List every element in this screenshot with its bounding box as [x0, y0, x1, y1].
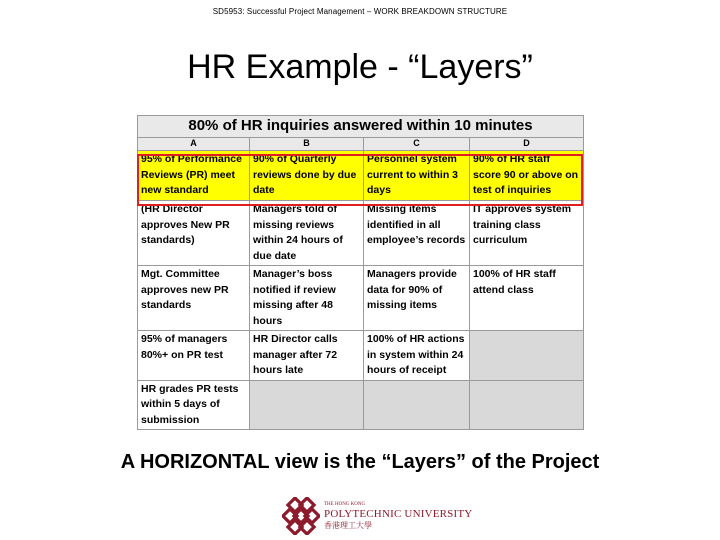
logo-text [324, 502, 472, 531]
polyu-logo-icon [282, 497, 320, 535]
empty-cell [250, 380, 364, 430]
logo-small-text: THE HONG KONG [324, 502, 366, 507]
goal-header: 80% of HR inquiries answered within 10 minutes [138, 116, 584, 138]
table-cell: Personnel system current to within 3 days [364, 151, 470, 201]
table-cell: 100% of HR actions in system within 24 hours of receipt [364, 331, 470, 381]
table-cell: Manager’s boss notified if review missing after 48 hours [250, 266, 364, 331]
table-cell: 90% of HR staff score 90 or above on test of inquiries [470, 151, 584, 201]
column-header: D [470, 138, 584, 151]
table-cell: Missing items identified in all employee’s records [364, 201, 470, 266]
table-cell: HR Director calls manager after 72 hours late [250, 331, 364, 381]
table-cell: 100% of HR staff attend class [470, 266, 584, 331]
slide-header: SD5953: Successful Project Management – WORK BREAKDOWN STRUCTURE [212, 7, 508, 16]
table-cell: 90% of Quarterly reviews done by due date [250, 151, 364, 201]
empty-cell [470, 380, 584, 430]
logo-chinese-text: 香港理工大學 [324, 521, 372, 530]
column-header: A [138, 138, 250, 151]
slide-title: HR Example - “Layers” [187, 48, 533, 86]
table-cell: HR grades PR tests within 5 days of submission [138, 380, 250, 430]
table-row [138, 201, 584, 266]
table-row [138, 151, 584, 201]
table-cell: 95% of Performance Reviews (PR) meet new standard [138, 151, 250, 201]
logo-main-text: POLYTECHNIC UNIVERSITY [324, 508, 473, 520]
table-cell: Managers told of missing reviews within 24 hours of due date [250, 201, 364, 266]
empty-cell [470, 331, 584, 381]
table-cell: (HR Director approves New PR standards) [138, 201, 250, 266]
column-header: C [364, 138, 470, 151]
empty-cell [364, 380, 470, 430]
table-cell: IT approves system training class curriculum [470, 201, 584, 266]
bottom-caption: A HORIZONTAL view is the “Layers” of the Project [120, 451, 600, 473]
table-row [138, 266, 584, 331]
column-header: B [250, 138, 364, 151]
wbs-table-container [137, 115, 583, 430]
table-row [138, 331, 584, 381]
table-row [138, 380, 584, 430]
wbs-table [137, 115, 584, 430]
university-logo [282, 497, 473, 537]
table-cell: 95% of managers 80%+ on PR test [138, 331, 250, 381]
table-cell: Managers provide data for 90% of missing items [364, 266, 470, 331]
table-cell: Mgt. Committee approves new PR standards [138, 266, 250, 331]
